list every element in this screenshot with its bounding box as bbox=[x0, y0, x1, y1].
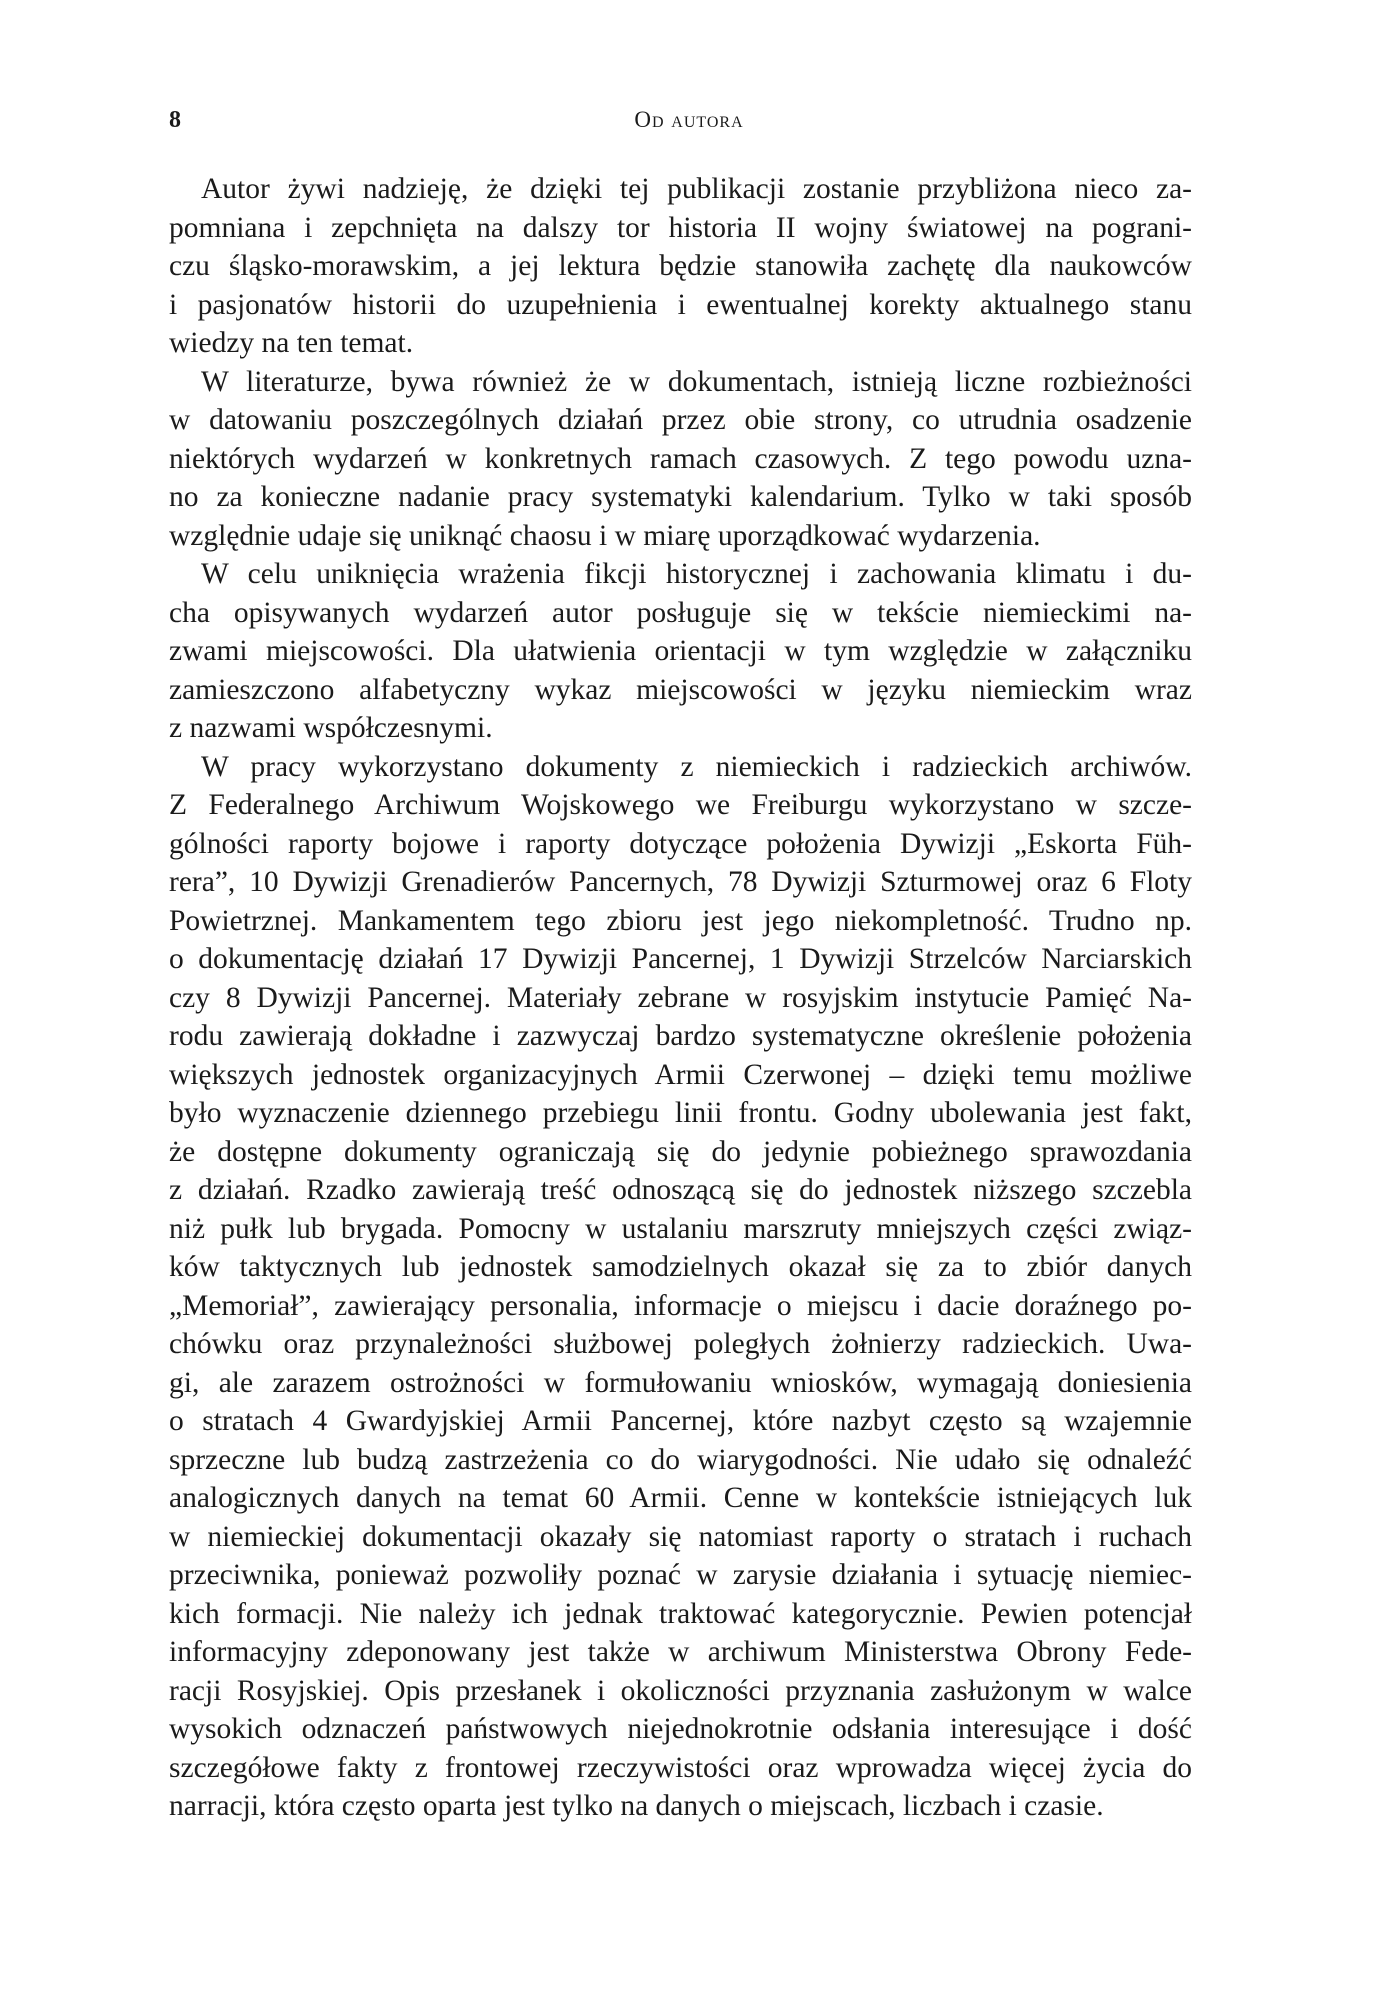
text-line: było wyznaczenie dziennego przebiegu linii frontu. Godny ubolewania jest fakt, bbox=[169, 1097, 1192, 1129]
text-line: z działań. Rzadko zawierają treść odnoszącą się do jednostek niższego szczebla bbox=[169, 1174, 1192, 1206]
text-line: z nazwami współczesnymi. bbox=[169, 712, 493, 744]
text-line: kich formacji. Nie należy ich jednak traktować kategorycznie. Pewien potencjał bbox=[169, 1597, 1192, 1630]
text-line: gi, ale zarazem ostrożności w formułowaniu wniosków, wymagają doniesienia bbox=[169, 1366, 1192, 1399]
body-text bbox=[169, 170, 1192, 1826]
text-line: w niemieckiej dokumentacji okazały się natomiast raporty o stratach i ruchach bbox=[169, 1520, 1192, 1553]
text-line: wiedzy na ten temat. bbox=[169, 327, 414, 359]
text-line: niż pułk lub brygada. Pomocny w ustalaniu marszruty mniejszych części związ- bbox=[169, 1212, 1192, 1245]
text-line: Powietrznej. Mankamentem tego zbioru jest jego niekompletność. Trudno np. bbox=[169, 904, 1192, 937]
text-line: względnie udaje się uniknąć chaosu i w miarę uporządkować wydarzenia. bbox=[169, 519, 1041, 552]
text-line: racji Rosyjskiej. Opis przesłanek i okoliczności przyznania zasłużonym w walce bbox=[169, 1674, 1192, 1707]
text-line: większych jednostek organizacyjnych Armii Czerwonej – dzięki temu możliwe bbox=[169, 1058, 1192, 1091]
text-line: rodu zawierają dokładne i zazwyczaj bardzo systematyczne określenie położenia bbox=[169, 1020, 1192, 1052]
text-line: analogicznych danych na temat 60 Armii. Cenne w kontekście istniejących luk bbox=[169, 1482, 1192, 1514]
text-line: o stratach 4 Gwardyjskiej Armii Pancernej, które nazbyt często są wzajemnie bbox=[169, 1405, 1192, 1437]
paragraph-1 bbox=[169, 170, 1192, 363]
text-line: zwami miejscowości. Dla ułatwienia orientacji w tym względzie w załączniku bbox=[169, 635, 1192, 667]
text-line: „Memoriał”, zawierający personalia, informacje o miejscu i dacie doraźnego po- bbox=[169, 1289, 1192, 1322]
running-head bbox=[169, 104, 1209, 140]
text-line: chówku oraz przynależności służbowej poległych żołnierzy radzieckich. Uwa- bbox=[169, 1328, 1192, 1360]
text-line: niektórych wydarzeń w konkretnych ramach czasowych. Z tego powodu uzna- bbox=[169, 442, 1192, 475]
paragraph-2 bbox=[169, 363, 1192, 556]
text-line: że dostępne dokumenty ograniczają się do jedynie pobieżnego sprawozdania bbox=[169, 1135, 1192, 1168]
text-line: W celu uniknięcia wrażenia fikcji historycznej i zachowania klimatu i du- bbox=[201, 558, 1192, 590]
text-line: narracji, która często oparta jest tylko na danych o miejscach, liczbach i czasie. bbox=[169, 1790, 1104, 1822]
text-line: zamieszczono alfabetyczny wykaz miejscowości w języku niemieckim wraz bbox=[169, 673, 1192, 706]
text-line: ków taktycznych lub jednostek samodzielnych okazał się za to zbiór danych bbox=[169, 1251, 1192, 1283]
text-line: no za konieczne nadanie pracy systematyki kalendarium. Tylko w taki sposób bbox=[169, 481, 1192, 513]
text-line: informacyjny zdeponowany jest także w archiwum Ministerstwa Obrony Fede- bbox=[169, 1636, 1192, 1668]
text-line: gólności raporty bojowe i raporty dotyczące położenia Dywizji „Eskorta Füh- bbox=[169, 827, 1192, 860]
page-number: 8 bbox=[169, 107, 181, 133]
text-line: Autor żywi nadzieję, że dzięki tej publikacji zostanie przybliżona nieco za- bbox=[201, 173, 1192, 205]
paragraph-3 bbox=[169, 555, 1192, 748]
text-line: o dokumentację działań 17 Dywizji Pancernej, 1 Dywizji Strzelców Narciarskich bbox=[169, 943, 1192, 975]
text-line: czu śląsko-morawskim, a jej lektura będzie stanowiła zachętę dla naukowców bbox=[169, 250, 1192, 282]
text-line: sprzeczne lub budzą zastrzeżenia co do wiarygodności. Nie udało się odnaleźć bbox=[169, 1443, 1192, 1476]
text-line: przeciwnika, ponieważ pozwoliły poznać w zarysie działania i sytuację niemiec- bbox=[169, 1559, 1192, 1591]
text-line: pomniana i zepchnięta na dalszy tor historia II wojny światowej na pograni- bbox=[169, 211, 1192, 244]
text-line: W pracy wykorzystano dokumenty z niemieckich i radzieckich archiwów. bbox=[201, 750, 1192, 783]
text-line: cha opisywanych wydarzeń autor posługuje się w tekście niemieckimi na- bbox=[169, 596, 1192, 629]
text-line: rera”, 10 Dywizji Grenadierów Pancernych, 78 Dywizji Szturmowej oraz 6 Floty bbox=[169, 866, 1192, 898]
text-line: w datowaniu poszczególnych działań przez obie strony, co utrudnia osadzenie bbox=[169, 404, 1192, 436]
text-line: czy 8 Dywizji Pancernej. Materiały zebrane w rosyjskim instytucie Pamięć Na- bbox=[169, 981, 1192, 1014]
text-line: szczegółowe fakty z frontowej rzeczywistości oraz wprowadza więcej życia do bbox=[169, 1751, 1192, 1784]
text-line: wysokich odznaczeń państwowych niejednokrotnie odsłania interesujące i dość bbox=[169, 1713, 1192, 1745]
text-line: W literaturze, bywa również że w dokumentach, istnieją liczne rozbieżności bbox=[201, 365, 1192, 398]
running-title: Od autora bbox=[634, 107, 744, 132]
text-line: i pasjonatów historii do uzupełnienia i ewentualnej korekty aktualnego stanu bbox=[169, 288, 1192, 321]
paragraph-4 bbox=[169, 748, 1192, 1826]
text-line: Z Federalnego Archiwum Wojskowego we Freiburgu wykorzystano w szcze- bbox=[169, 789, 1192, 821]
